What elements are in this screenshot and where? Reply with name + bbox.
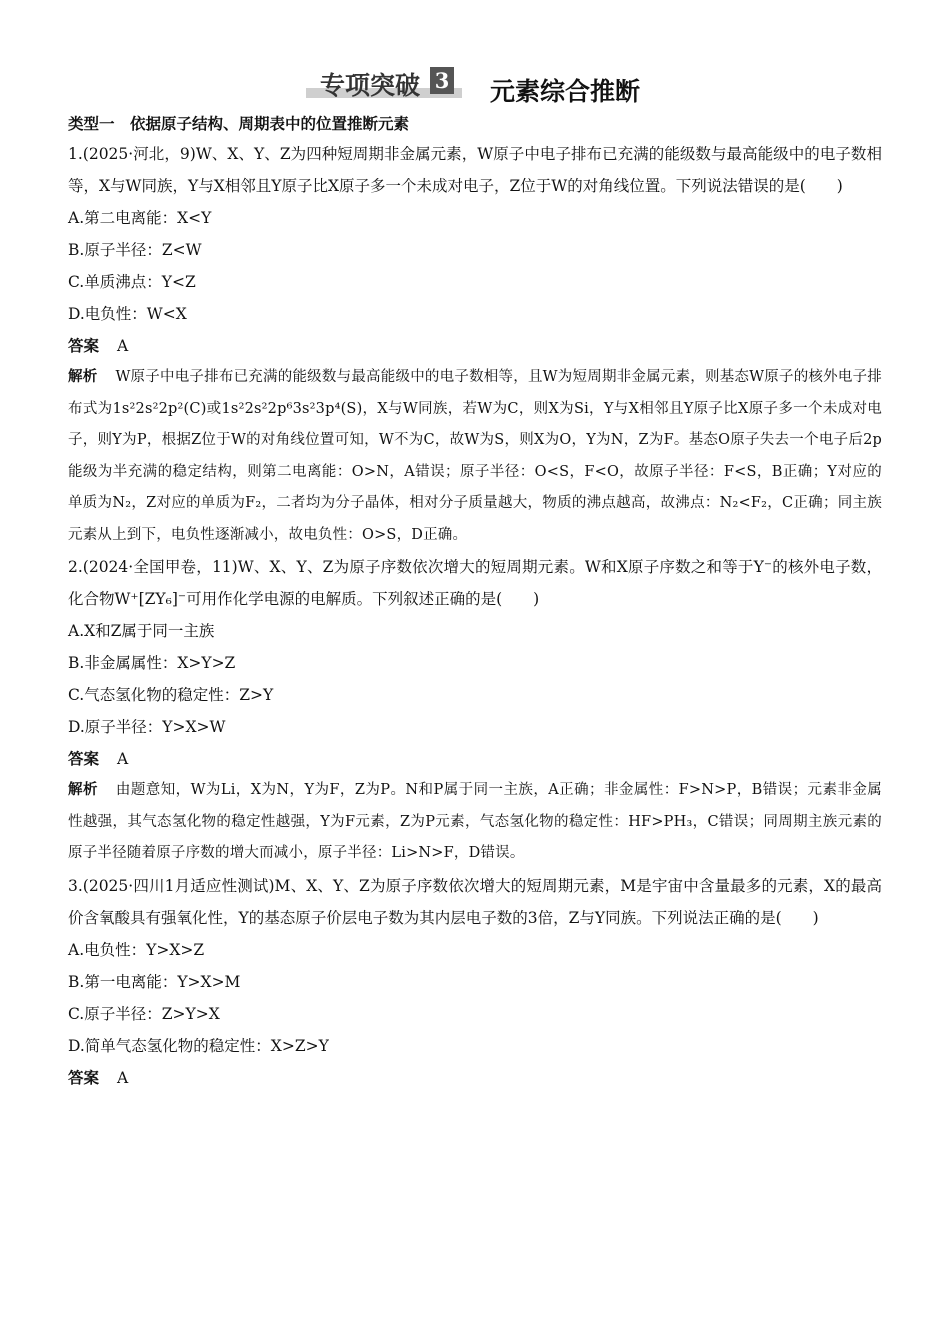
answer-value: A (117, 750, 129, 768)
question-1-option-a: A.第二电离能：X<Y (68, 209, 212, 227)
answer-label: 答案 (68, 1068, 100, 1087)
question-2-option-d: D.原子半径：Y>X>W (68, 718, 226, 736)
question-3-stem: 3.(2025·四川1月适应性测试)M、X、Y、Z为原子序数依次增大的短周期元素，M是宇宙中含量最多的元素，X的最高价含氧酸具有强氧化性，Y的基态原子价层电子数为其内层电子数的3倍，Z与Y同族。下列说法正确的是( ) (68, 876, 882, 927)
question-3-option-d: D.简单气态氢化物的稳定性：X>Z>Y (68, 1036, 329, 1055)
section-banner (306, 66, 462, 98)
question-2-stem: 2.(2024·全国甲卷，11)W、X、Y、Z为原子序数依次增大的短周期元素。W和X原子序数之和等于Y⁻的核外电子数，化合物W⁺[ZY₆]⁻可用作化学电源的电解质。下列叙述正确的是( ) (68, 558, 882, 608)
question-1-option-b: B.原子半径：Z<W (68, 241, 202, 259)
question-2-explanation (68, 775, 882, 870)
question-2-option-a: A.X和Z属于同一主族 (68, 622, 215, 640)
question-1-explanation (68, 362, 882, 551)
explanation-text: W原子中电子排布已充满的能级数与最高能级中的电子数相等，且W为短周期非金属元素，则基态W原子的核外电子排布式为1s²2s²2p²(C)或1s²2s²2p⁶3s²3p⁴(S)，X与W同族，若W为C，则X为Si，Y与X相邻且Y原子比X原子多一个未成对电子，则Y为P，根据Z位于W的对角线位置可知，W不为C，故W为S，则X为O，Y为N，Z为F。基态O原子失去一个电子后2p能级为半充满的稳定结构，则第二电离能：O>N，A错误；原子半径：O<S，F<O，故原子半径：F<S，B正确；Y对应的单质为N₂，Z对应的单质为F₂，二者均为分子晶体，相对分子质量越大，物质的沸点越高，故沸点：N₂<F₂，C正确；同主族元素从上到下，电负性逐渐减小，故电负性：O>S，D正确。 (68, 369, 882, 543)
page-title: 元素综合推断 (490, 77, 641, 106)
question-3-option-a: A.电负性：Y>X>Z (68, 940, 205, 959)
title-row (68, 62, 882, 108)
question-1-option-c: C.单质沸点：Y<Z (68, 273, 196, 291)
explanation-text: 由题意知，W为Li，X为N，Y为F，Z为P。N和P属于同一主族，A正确；非金属性：F>N>P，B错误；元素非金属性越强，其气态氢化物的稳定性越强，Y为F元素，Z为P元素，气态氢化物的稳定性：HF>PH₃，C错误；同周期主族元素的原子半径随着原子序数的增大而减小，原子半径：Li>N>F，D错误。 (68, 782, 883, 861)
question-2-option-b: B.非金属属性：X>Y>Z (68, 654, 236, 672)
answer-label: 答案 (68, 337, 100, 355)
answer-value: A (117, 1068, 129, 1087)
answer-label: 答案 (68, 750, 100, 768)
question-1-stem: 1.(2025·河北，9)W、X、Y、Z为四种短周期非金属元素，W原子中电子排布已充满的能级数与最高能级中的电子数相等，X与W同族，Y与X相邻且Y原子比X原子多一个未成对电子，Z位于W的对角线位置。下列说法错误的是( ) (68, 145, 882, 195)
explanation-label: 解析 (68, 369, 98, 385)
question-3-option-b: B.第一电离能：Y>X>M (68, 972, 241, 991)
question-3-answer (68, 1062, 882, 1094)
answer-value: A (117, 337, 129, 355)
banner-label: 专项突破 (320, 71, 421, 100)
page-content (68, 62, 882, 1094)
question-3-option-c: C.原子半径：Z>Y>X (68, 1004, 220, 1023)
question-2-answer (68, 743, 882, 775)
question-1-answer (68, 330, 882, 362)
banner-number: 3 (430, 67, 454, 94)
question-1-option-d: D.电负性：W<X (68, 305, 187, 323)
question-2-option-c: C.气态氢化物的稳定性：Z>Y (68, 686, 274, 704)
explanation-label: 解析 (68, 782, 98, 798)
section-heading: 类型一 依据原子结构、周期表中的位置推断元素 (68, 115, 410, 133)
